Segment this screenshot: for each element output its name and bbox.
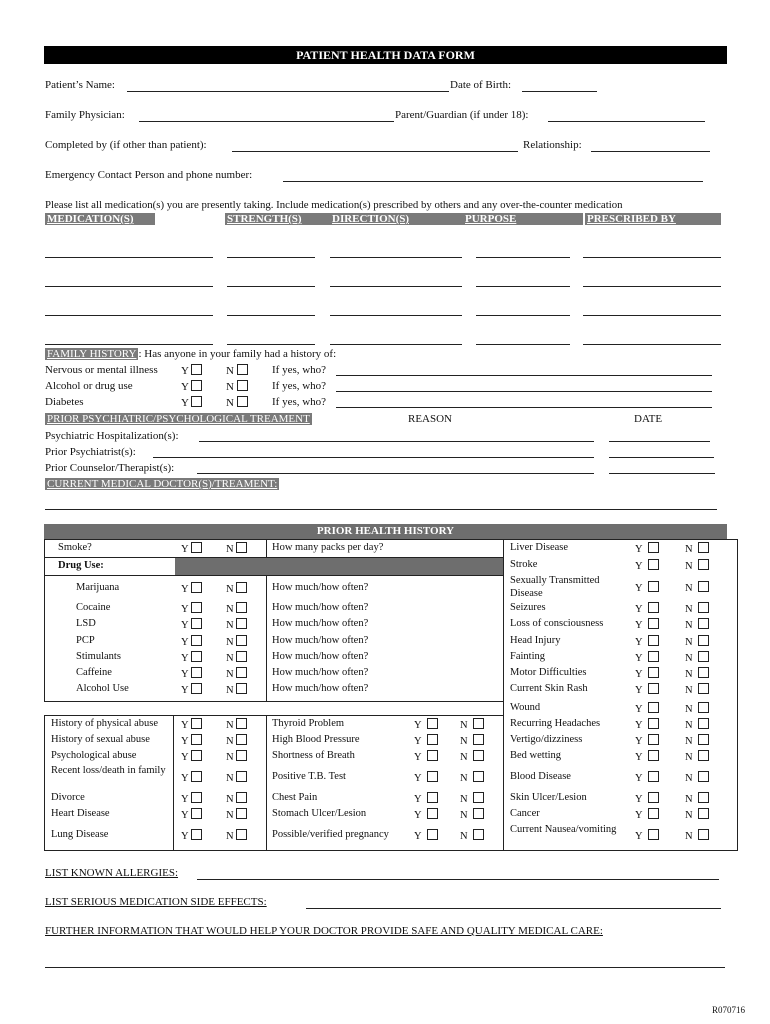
nausea-yes: Y xyxy=(635,829,659,842)
cond-heart: Heart Disease xyxy=(51,808,110,819)
emergency-contact-label: Emergency Contact Person and phone number: xyxy=(45,169,253,181)
form-code: R070716 xyxy=(712,1005,746,1015)
current-doctor-label: CURRENT MEDICAL DOCTOR(S)/TREAMENT: xyxy=(47,478,278,490)
header-purpose: PURPOSE xyxy=(463,213,583,225)
fh-n-nervous: N xyxy=(226,364,248,377)
cond-tb: Positive T.B. Test xyxy=(272,771,346,782)
emergency-contact-field[interactable] xyxy=(283,181,703,182)
pcp-yes: Y xyxy=(181,635,202,648)
howmuch-3: How much/how often? xyxy=(272,618,369,629)
liver-no-checkbox[interactable] xyxy=(698,542,709,553)
fh-ifyes-1: If yes, who? xyxy=(272,364,327,376)
cond-vertigo: Vertigo/dizziness xyxy=(510,734,583,745)
fh-who-field-3[interactable] xyxy=(336,407,712,408)
psych-hospitalization-date[interactable] xyxy=(609,441,710,442)
caffeine-yes-checkbox[interactable] xyxy=(191,667,202,678)
allergies-field[interactable] xyxy=(197,879,719,880)
howmuch-2: How much/how often? xyxy=(272,602,369,613)
psych-hospitalization-label: Psychiatric Hospitalization(s): xyxy=(45,430,179,442)
fainting-no-checkbox[interactable] xyxy=(698,651,709,662)
cocaine-no-checkbox[interactable] xyxy=(236,602,247,613)
motor-yes: Y xyxy=(635,667,659,680)
loss-death-yes: Y xyxy=(181,771,202,784)
smoke-no: N xyxy=(226,542,247,555)
psych-yes: Y xyxy=(181,750,202,763)
nausea-no-checkbox[interactable] xyxy=(698,829,709,840)
fainting-yes-checkbox[interactable] xyxy=(648,651,659,662)
marijuana-yes-checkbox[interactable] xyxy=(191,582,202,593)
pcp-yes-checkbox[interactable] xyxy=(191,635,202,646)
physical-abuse-no-checkbox[interactable] xyxy=(236,718,247,729)
stomach-no: N xyxy=(460,808,484,821)
recent-loss-yes-checkbox[interactable] xyxy=(191,771,202,782)
cond-thyroid: Thyroid Problem xyxy=(272,718,345,729)
wound-no-checkbox[interactable] xyxy=(698,702,709,713)
med-row2-strength[interactable] xyxy=(227,286,315,287)
marijuana-no-checkbox[interactable] xyxy=(236,582,247,593)
divorce-yes-checkbox[interactable] xyxy=(191,792,202,803)
bp-no: N xyxy=(460,734,484,747)
chest-yes-checkbox[interactable] xyxy=(427,792,438,803)
header-strength: STRENGTH(S) xyxy=(225,213,343,225)
smoke-yes: Y xyxy=(181,542,202,555)
physical-no: N xyxy=(226,718,247,731)
cond-psych-abuse: Psychological abuse xyxy=(51,750,137,761)
cond-stomach-ulcer: Stomach Ulcer/Lesion xyxy=(272,808,367,819)
cond-lung: Lung Disease xyxy=(51,829,109,840)
fh-alcohol-no-checkbox[interactable] xyxy=(237,380,248,391)
vertigo-no: N xyxy=(685,734,709,747)
cond-skin-rash: Current Skin Rash xyxy=(510,683,588,694)
cond-sexual-abuse: History of sexual abuse xyxy=(51,734,150,745)
ulcer-no-checkbox[interactable] xyxy=(698,792,709,803)
std-no: N xyxy=(685,581,709,594)
prior-counselor-date[interactable] xyxy=(609,473,715,474)
cond-motor: Motor Difficulties xyxy=(510,667,587,678)
cond-liver: Liver Disease xyxy=(510,542,569,553)
rash-yes-checkbox[interactable] xyxy=(648,683,659,694)
chest-no-checkbox[interactable] xyxy=(473,792,484,803)
liver-no: N xyxy=(685,542,709,555)
prior-health-title: PRIOR HEALTH HISTORY xyxy=(44,524,727,539)
liver-yes-checkbox[interactable] xyxy=(648,542,659,553)
med-row1-direction[interactable] xyxy=(330,257,462,258)
family-physician-field[interactable] xyxy=(139,121,394,122)
divorce-no-checkbox[interactable] xyxy=(236,792,247,803)
physical-yes: Y xyxy=(181,718,202,731)
prior-psychiatrist-date[interactable] xyxy=(609,457,714,458)
fh-nervous-yes-checkbox[interactable] xyxy=(191,364,202,375)
headaches-no-checkbox[interactable] xyxy=(698,718,709,729)
stomach-yes-checkbox[interactable] xyxy=(427,808,438,819)
breath-no: N xyxy=(460,750,484,763)
lung-no: N xyxy=(226,829,247,842)
thyroid-no: N xyxy=(460,718,484,731)
loss-death-no: N xyxy=(226,771,247,784)
prior-counselor-label: Prior Counselor/Therapist(s): xyxy=(45,462,175,474)
side-effects-field[interactable] xyxy=(306,908,721,909)
side-effects-label: LIST SERIOUS MEDICATION SIDE EFFECTS: xyxy=(45,896,267,908)
psych-no: N xyxy=(226,750,247,763)
med-row1-prescribed[interactable] xyxy=(583,257,721,258)
drug-marijuana: Marijuana xyxy=(76,582,120,593)
fh-nervous-no-checkbox[interactable] xyxy=(237,364,248,375)
stroke-yes-checkbox[interactable] xyxy=(648,559,659,570)
med-row1-strength[interactable] xyxy=(227,257,315,258)
lsd-yes-checkbox[interactable] xyxy=(191,618,202,629)
lsd-yes: Y xyxy=(181,618,202,631)
psych-hospitalization-field[interactable] xyxy=(199,441,594,442)
family-physician-label: Family Physician: xyxy=(45,109,125,121)
thyroid-yes-checkbox[interactable] xyxy=(427,718,438,729)
cond-blood: Blood Disease xyxy=(510,771,571,782)
stimulants-no-checkbox[interactable] xyxy=(236,651,247,662)
cond-wound: Wound xyxy=(510,702,541,713)
fh-yn-diabetes: Y xyxy=(181,396,202,409)
fainting-yes: Y xyxy=(635,651,659,664)
med-row4-name[interactable] xyxy=(45,344,213,345)
tb-no: N xyxy=(460,771,484,784)
cond-divorce: Divorce xyxy=(51,792,85,803)
howmuch-6: How much/how often? xyxy=(272,667,369,678)
cond-chest-pain: Chest Pain xyxy=(272,792,318,803)
marijuana-no: N xyxy=(226,582,247,595)
howmuch-7: How much/how often? xyxy=(272,683,369,694)
vertigo-yes: Y xyxy=(635,734,659,747)
med-row1-purpose[interactable] xyxy=(476,257,570,258)
lung-yes: Y xyxy=(181,829,202,842)
dob-label: Date of Birth: xyxy=(450,79,512,91)
dob-field[interactable] xyxy=(522,91,597,92)
vertigo-yes-checkbox[interactable] xyxy=(648,734,659,745)
med-row3-purpose[interactable] xyxy=(476,315,570,316)
drug-lsd: LSD xyxy=(76,618,96,629)
heart-no-checkbox[interactable] xyxy=(236,808,247,819)
prior-treatment-reason: REASON xyxy=(408,413,453,425)
lsd-no-checkbox[interactable] xyxy=(236,618,247,629)
bp-no-checkbox[interactable] xyxy=(473,734,484,745)
smoke-yes-checkbox[interactable] xyxy=(191,542,202,553)
med-row3-name[interactable] xyxy=(45,315,213,316)
further-info-label: FURTHER INFORMATION THAT WOULD HELP YOUR DOCTOR PROVIDE SAFE AND QUALITY MEDICAL CARE: xyxy=(45,925,603,937)
med-row4-strength[interactable] xyxy=(227,344,315,345)
bedwetting-no: N xyxy=(685,750,709,763)
blood-no-checkbox[interactable] xyxy=(698,771,709,782)
chest-yes: Y xyxy=(414,792,438,805)
std-yes-checkbox[interactable] xyxy=(648,581,659,592)
fh-diabetes-yes-checkbox[interactable] xyxy=(191,396,202,407)
fh-yn-nervous: Y xyxy=(181,364,202,377)
pregnancy-no: N xyxy=(460,829,484,842)
nausea-yes-checkbox[interactable] xyxy=(648,829,659,840)
stroke-yes: Y xyxy=(635,559,659,572)
med-row3-direction[interactable] xyxy=(330,315,462,316)
fh-item-alcohol: Alcohol or drug use xyxy=(45,380,133,392)
bp-yes: Y xyxy=(414,734,438,747)
completed-by-field[interactable] xyxy=(232,151,518,152)
fh-alcohol-yes-checkbox[interactable] xyxy=(191,380,202,391)
stimulants-yes-checkbox[interactable] xyxy=(191,651,202,662)
med-row2-purpose[interactable] xyxy=(476,286,570,287)
med-row4-purpose[interactable] xyxy=(476,344,570,345)
cancer-yes-checkbox[interactable] xyxy=(648,808,659,819)
marijuana-yes: Y xyxy=(181,582,202,595)
motor-yes-checkbox[interactable] xyxy=(648,667,659,678)
ulcer-no: N xyxy=(685,792,709,805)
cond-shortness-breath: Shortness of Breath xyxy=(272,750,355,761)
wound-yes-checkbox[interactable] xyxy=(648,702,659,713)
pregnancy-yes-checkbox[interactable] xyxy=(427,829,438,840)
loss-yes: Y xyxy=(635,618,659,631)
rash-no: N xyxy=(685,683,709,696)
stomach-no-checkbox[interactable] xyxy=(473,808,484,819)
thyroid-no-checkbox[interactable] xyxy=(473,718,484,729)
header-prescribed-by: PRESCRIBED BY xyxy=(585,213,721,225)
rash-no-checkbox[interactable] xyxy=(698,683,709,694)
med-row4-direction[interactable] xyxy=(330,344,462,345)
tb-yes-checkbox[interactable] xyxy=(427,771,438,782)
seizures-yes-checkbox[interactable] xyxy=(648,602,659,613)
med-row4-prescribed[interactable] xyxy=(583,344,721,345)
head-yes: Y xyxy=(635,635,659,648)
med-row1-name[interactable] xyxy=(45,257,213,258)
loss-no: N xyxy=(685,618,709,631)
head-no: N xyxy=(685,635,709,648)
prior-psychiatrist-field[interactable] xyxy=(153,457,594,458)
med-row2-name[interactable] xyxy=(45,286,213,287)
patient-name-label: Patient’s Name: xyxy=(45,79,115,91)
cond-physical-abuse: History of physical abuse xyxy=(51,718,159,729)
lung-yes-checkbox[interactable] xyxy=(191,829,202,840)
sexual-abuse-yes-checkbox[interactable] xyxy=(191,734,202,745)
relationship-field[interactable] xyxy=(591,151,710,152)
drug-caffeine: Caffeine xyxy=(76,667,112,678)
alcohol-yes: Y xyxy=(181,683,202,696)
further-info-field[interactable] xyxy=(45,967,725,968)
breath-yes: Y xyxy=(414,750,438,763)
cond-recent-loss: Recent loss/death in family xyxy=(51,765,166,776)
family-history-heading xyxy=(45,348,336,360)
header-direction: DIRECTION(S) xyxy=(330,213,465,225)
caffeine-yes: Y xyxy=(181,667,202,680)
smoke-no-checkbox[interactable] xyxy=(236,542,247,553)
fh-item-diabetes: Diabetes xyxy=(45,396,84,408)
pregnancy-yes: Y xyxy=(414,829,438,842)
seizures-yes: Y xyxy=(635,602,659,615)
rash-yes: Y xyxy=(635,683,659,696)
patient-name-field[interactable] xyxy=(127,91,449,92)
cocaine-yes: Y xyxy=(181,602,202,615)
heart-yes: Y xyxy=(181,808,202,821)
ulcer-yes: Y xyxy=(635,792,659,805)
packs-label: How many packs per day? xyxy=(272,542,384,553)
divorce-no: N xyxy=(226,792,247,805)
cancer-no-checkbox[interactable] xyxy=(698,808,709,819)
cond-nausea: Current Nausea/vomiting xyxy=(510,824,617,835)
tb-no-checkbox[interactable] xyxy=(473,771,484,782)
parent-guardian-label: Parent/Guardian (if under 18): xyxy=(395,109,529,121)
cond-loss-consciousness: Loss of consciousness xyxy=(510,618,604,629)
med-row3-strength[interactable] xyxy=(227,315,315,316)
psych-abuse-no-checkbox[interactable] xyxy=(236,750,247,761)
cond-blood-pressure: High Blood Pressure xyxy=(272,734,360,745)
blood-yes: Y xyxy=(635,771,659,784)
cond-skin-ulcer: Skin Ulcer/Lesion xyxy=(510,792,587,803)
allergies-label: LIST KNOWN ALLERGIES: xyxy=(45,867,179,879)
motor-no-checkbox[interactable] xyxy=(698,667,709,678)
fh-who-field-2[interactable] xyxy=(336,391,712,392)
vertigo-no-checkbox[interactable] xyxy=(698,734,709,745)
alcohol-yes-checkbox[interactable] xyxy=(191,683,202,694)
fh-ifyes-3: If yes, who? xyxy=(272,396,327,408)
stroke-no-checkbox[interactable] xyxy=(698,559,709,570)
medication-instruction: Please list all medication(s) you are presently taking. Include medication(s) prescribed by others and any over-the-counter medication xyxy=(45,199,623,211)
ulcer-yes-checkbox[interactable] xyxy=(648,792,659,803)
cond-pregnancy: Possible/verified pregnancy xyxy=(272,829,389,840)
med-row2-direction[interactable] xyxy=(330,286,462,287)
alcohol-no: N xyxy=(226,683,247,696)
divider-bottom-1 xyxy=(173,715,174,851)
headaches-yes: Y xyxy=(635,718,659,731)
form-title: PATIENT HEALTH DATA FORM xyxy=(44,46,727,64)
cond-std: Sexually Transmitted Disease xyxy=(510,575,600,599)
chest-no: N xyxy=(460,792,484,805)
divider-bottom-2 xyxy=(266,715,267,851)
bp-yes-checkbox[interactable] xyxy=(427,734,438,745)
pcp-no: N xyxy=(226,635,247,648)
completed-by-label: Completed by (if other than patient): xyxy=(45,139,207,151)
thyroid-yes: Y xyxy=(414,718,438,731)
fh-ifyes-2: If yes, who? xyxy=(272,380,327,392)
cond-stroke: Stroke xyxy=(510,559,538,570)
seizures-no-checkbox[interactable] xyxy=(698,602,709,613)
loss-no-checkbox[interactable] xyxy=(698,618,709,629)
recent-loss-no-checkbox[interactable] xyxy=(236,771,247,782)
drug-alcohol: Alcohol Use xyxy=(76,683,129,694)
stimulants-no: N xyxy=(226,651,247,664)
pregnancy-no-checkbox[interactable] xyxy=(473,829,484,840)
prior-treatment-date: DATE xyxy=(634,413,663,425)
headaches-yes-checkbox[interactable] xyxy=(648,718,659,729)
current-doctor-field[interactable] xyxy=(45,509,717,510)
head-yes-checkbox[interactable] xyxy=(648,635,659,646)
divider-row-2 xyxy=(44,575,504,576)
cond-cancer: Cancer xyxy=(510,808,540,819)
prior-psychiatrist-label: Prior Psychiatrist(s): xyxy=(45,446,136,458)
sexual-no: N xyxy=(226,734,247,747)
smoke-label: Smoke? xyxy=(58,542,92,553)
cond-headaches: Recurring Headaches xyxy=(510,718,601,729)
headaches-no: N xyxy=(685,718,709,731)
alcohol-no-checkbox[interactable] xyxy=(236,683,247,694)
loss-yes-checkbox[interactable] xyxy=(648,618,659,629)
std-no-checkbox[interactable] xyxy=(698,581,709,592)
med-row3-prescribed[interactable] xyxy=(583,315,721,316)
drug-use-shading xyxy=(175,558,503,575)
fh-n-diabetes: N xyxy=(226,396,248,409)
stimulants-yes: Y xyxy=(181,651,202,664)
wound-no: N xyxy=(685,702,709,715)
head-no-checkbox[interactable] xyxy=(698,635,709,646)
relationship-label: Relationship: xyxy=(523,139,582,151)
breath-no-checkbox[interactable] xyxy=(473,750,484,761)
std-yes: Y xyxy=(635,581,659,594)
cancer-no: N xyxy=(685,808,709,821)
drug-use-label: Drug Use: xyxy=(58,560,104,571)
drug-stimulants: Stimulants xyxy=(76,651,121,662)
breath-yes-checkbox[interactable] xyxy=(427,750,438,761)
fh-yn-alcohol: Y xyxy=(181,380,202,393)
motor-no: N xyxy=(685,667,709,680)
sexual-abuse-no-checkbox[interactable] xyxy=(236,734,247,745)
nausea-no: N xyxy=(685,829,709,842)
bedwetting-no-checkbox[interactable] xyxy=(698,750,709,761)
drug-cocaine: Cocaine xyxy=(76,602,111,613)
drug-pcp: PCP xyxy=(76,635,95,646)
parent-guardian-field[interactable] xyxy=(548,121,705,122)
cond-fainting: Fainting xyxy=(510,651,546,662)
howmuch-4: How much/how often? xyxy=(272,635,369,646)
liver-yes: Y xyxy=(635,542,659,555)
fh-n-alcohol: N xyxy=(226,380,248,393)
blood-no: N xyxy=(685,771,709,784)
family-history-label: FAMILY HISTORY xyxy=(47,348,137,360)
cond-bed-wetting: Bed wetting xyxy=(510,750,562,761)
heart-yes-checkbox[interactable] xyxy=(191,808,202,819)
cond-seizures: Seizures xyxy=(510,602,546,613)
cond-head-injury: Head Injury xyxy=(510,635,561,646)
psych-abuse-yes-checkbox[interactable] xyxy=(191,750,202,761)
sexual-yes: Y xyxy=(181,734,202,747)
cancer-yes: Y xyxy=(635,808,659,821)
fh-diabetes-no-checkbox[interactable] xyxy=(237,396,248,407)
stomach-yes: Y xyxy=(414,808,438,821)
caffeine-no-checkbox[interactable] xyxy=(236,667,247,678)
howmuch-5: How much/how often? xyxy=(272,651,369,662)
fh-item-nervous: Nervous or mental illness xyxy=(45,364,158,376)
header-medication: MEDICATION(S) xyxy=(45,213,155,225)
prior-counselor-field[interactable] xyxy=(197,473,594,474)
seizures-no: N xyxy=(685,602,709,615)
pcp-no-checkbox[interactable] xyxy=(236,635,247,646)
lsd-no: N xyxy=(226,618,247,631)
bedwetting-yes: Y xyxy=(635,750,659,763)
blood-yes-checkbox[interactable] xyxy=(648,771,659,782)
physical-abuse-yes-checkbox[interactable] xyxy=(191,718,202,729)
prior-treatment-label: PRIOR PSYCHIATRIC/PSYCHOLOGICAL TREAMENT xyxy=(47,413,310,425)
heart-no: N xyxy=(226,808,247,821)
caffeine-no: N xyxy=(226,667,247,680)
bedwetting-yes-checkbox[interactable] xyxy=(648,750,659,761)
divorce-yes: Y xyxy=(181,792,202,805)
cocaine-yes-checkbox[interactable] xyxy=(191,602,202,613)
howmuch-1: How much/how often? xyxy=(272,582,369,593)
stroke-no: N xyxy=(685,559,709,572)
cocaine-no: N xyxy=(226,602,247,615)
lung-no-checkbox[interactable] xyxy=(236,829,247,840)
family-history-question: : Has anyone in your family had a history of: xyxy=(138,348,337,360)
fainting-no: N xyxy=(685,651,709,664)
med-row2-prescribed[interactable] xyxy=(583,286,721,287)
fh-who-field-1[interactable] xyxy=(336,375,712,376)
wound-yes: Y xyxy=(635,702,659,715)
tb-yes: Y xyxy=(414,771,438,784)
